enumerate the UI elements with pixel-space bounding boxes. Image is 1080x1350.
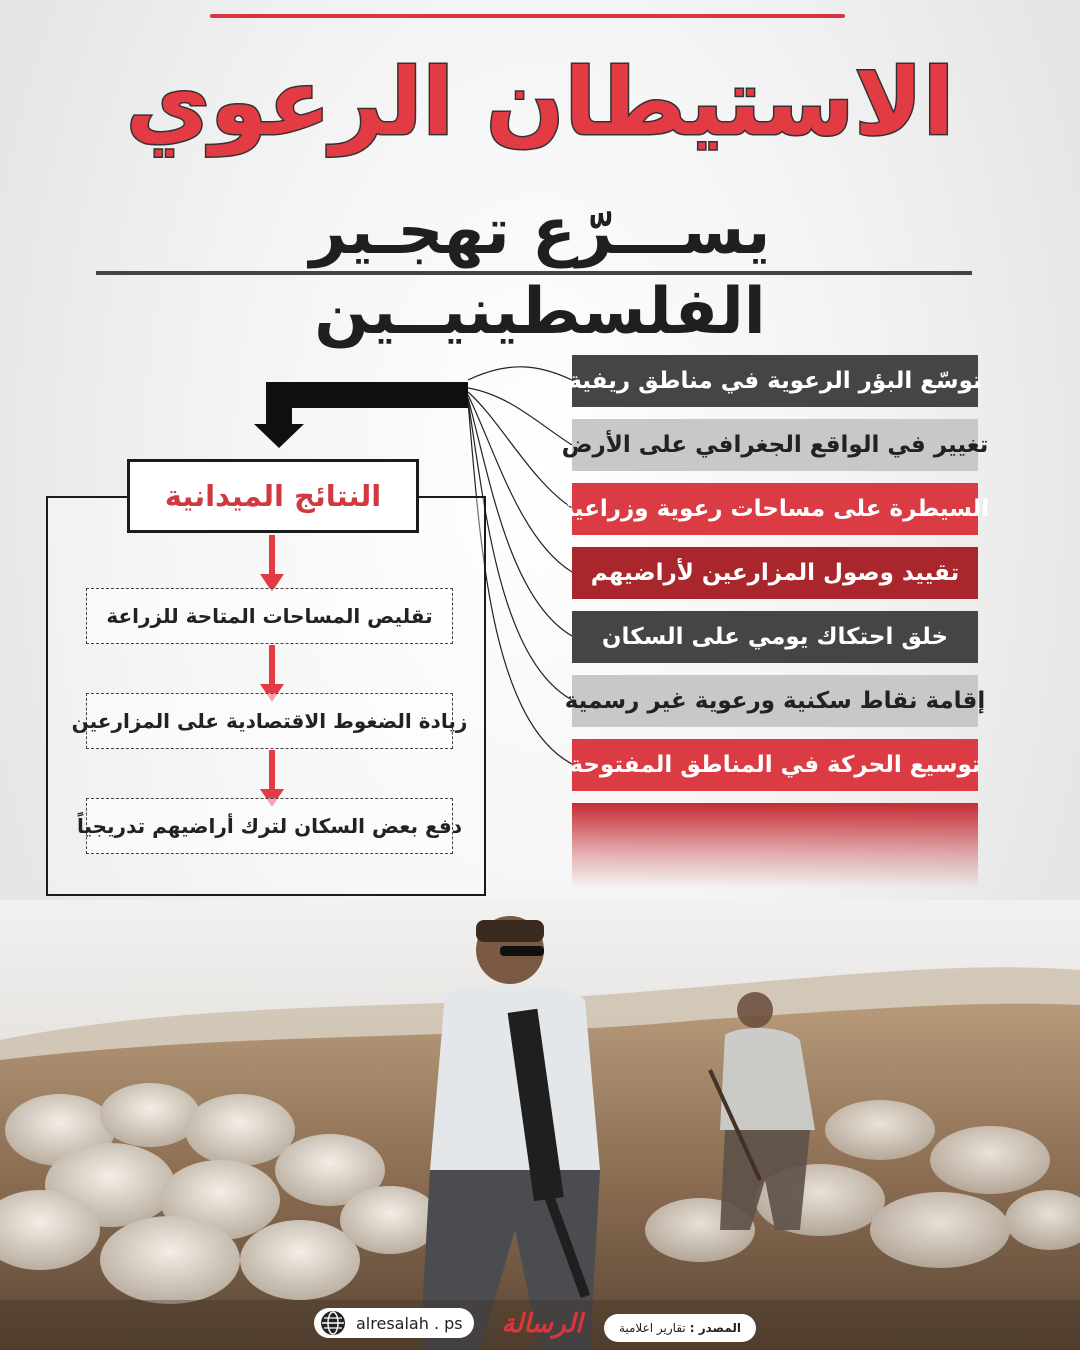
point-item: توسيع الحركة في المناطق المفتوحة — [572, 739, 978, 791]
page-subtitle: يســـرّع تهجـير الفلسطينيــين — [309, 195, 771, 349]
website-text[interactable]: alresalah . ps — [356, 1313, 463, 1333]
source-badge — [604, 1314, 756, 1342]
point-item: تغيير في الواقع الجغرافي على الأرض — [572, 419, 978, 471]
point-item: السيطرة على مساحات رعوية وزراعية — [572, 483, 978, 535]
page-title: الاستيطان الرعوي — [125, 49, 955, 156]
source-value: تقارير اعلامية — [618, 1321, 686, 1335]
source-label: المصدر : — [689, 1321, 742, 1335]
result-item: تقليص المساحات المتاحة للزراعة — [86, 588, 453, 644]
arrow-down-icon — [260, 535, 284, 592]
photo-settlers-sheep — [0, 900, 1080, 1350]
point-item: خلق احتكاك يومي على السكان — [572, 611, 978, 663]
result-item: زيادة الضغوط الاقتصادية على المزارعين — [86, 693, 453, 749]
point-item: تقييد وصول المزارعين لأراضيهم — [572, 547, 978, 599]
point-item: توسّع البؤر الرعوية في مناطق ريفية — [572, 355, 978, 407]
point-item: إقامة نقاط سكنية ورعوية غير رسمية — [572, 675, 978, 727]
website-badge[interactable] — [314, 1308, 474, 1338]
globe-icon — [320, 1310, 346, 1336]
result-item: دفع بعض السكان لترك أراضيهم تدريجياً — [86, 798, 453, 854]
results-title: النتائج الميدانية — [127, 459, 419, 533]
brand-logo: الرسالة — [501, 1309, 583, 1339]
